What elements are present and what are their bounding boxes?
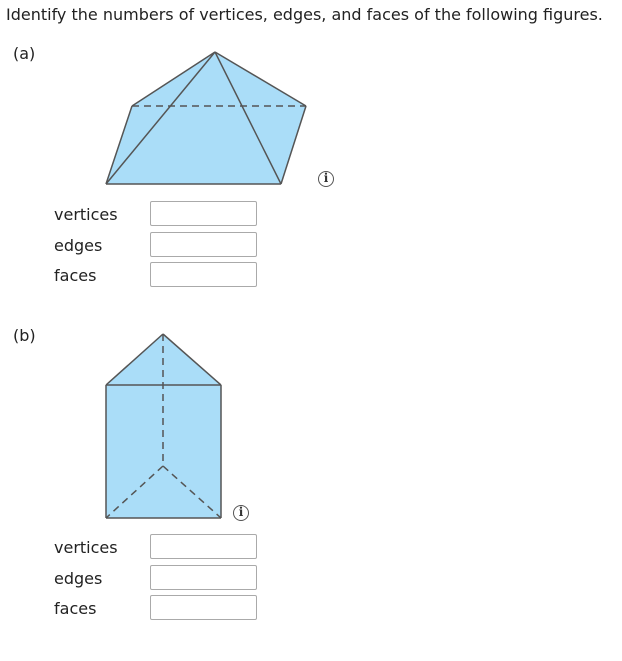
part-b-label: (b) xyxy=(13,326,36,345)
info-icon[interactable]: i xyxy=(318,171,334,187)
faces-label: faces xyxy=(54,599,97,618)
faces-label: faces xyxy=(54,266,97,285)
question-prompt: Identify the numbers of vertices, edges, and faces of the following figures. xyxy=(6,5,603,24)
part-a-vertices-input[interactable] xyxy=(150,201,257,226)
part-a-faces-input[interactable] xyxy=(150,262,257,287)
part-b-edges-input[interactable] xyxy=(150,565,257,590)
part-a-edges-input[interactable] xyxy=(150,232,257,257)
square-pyramid-figure xyxy=(0,40,320,190)
part-b-vertices-input[interactable] xyxy=(150,534,257,559)
edges-label: edges xyxy=(54,235,103,255)
pyramid-face-fill xyxy=(106,52,306,184)
info-icon[interactable]: i xyxy=(233,505,249,521)
edges-label: edges xyxy=(54,568,103,588)
vertices-label: vertices xyxy=(54,538,118,557)
part-a-label: (a) xyxy=(13,44,36,63)
vertices-label: vertices xyxy=(54,205,118,224)
part-b-faces-input[interactable] xyxy=(150,595,257,620)
triangular-prism-figure xyxy=(0,325,240,525)
